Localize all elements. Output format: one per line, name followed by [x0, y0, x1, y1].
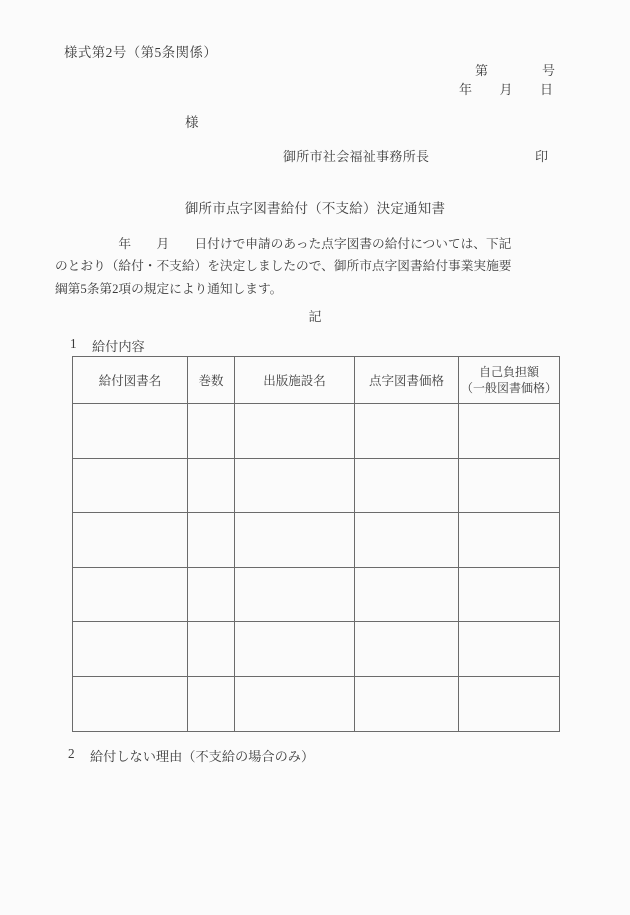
table-cell-empty — [355, 458, 459, 513]
date-month-label: 月 — [499, 82, 513, 97]
table-cell-empty — [355, 567, 459, 622]
addressee-honorific: 様 — [185, 115, 199, 130]
body-line-1: 年 月 日付けで申請のあった点字図書の給付については、下記 — [55, 237, 512, 251]
benefit-details-table — [72, 356, 560, 732]
document-title: 御所市点字図書給付（不支給）決定通知書 — [184, 201, 446, 216]
table-cell-empty — [459, 404, 560, 459]
table-cell-empty — [235, 622, 355, 677]
header-publisher-name: 出版施設名 — [235, 357, 355, 404]
form-number-label: 様式第2号（第5条関係） — [64, 45, 218, 60]
table-cell-empty — [235, 676, 355, 731]
document-number-line — [475, 60, 555, 79]
table-cell-empty — [355, 404, 459, 459]
table-cell-empty — [235, 513, 355, 568]
table-cell-empty — [73, 567, 188, 622]
date-day-label: 日 — [539, 82, 553, 97]
header-self-pay-line-2: （一般図書価格） — [460, 381, 557, 395]
table-row — [73, 458, 560, 513]
section-2-label: 給付しない理由（不支給の場合のみ） — [90, 749, 315, 764]
table-cell-empty — [188, 404, 235, 459]
table-cell-empty — [188, 622, 235, 677]
table-header-row — [73, 357, 560, 404]
table-cell-empty — [355, 622, 459, 677]
doc-number-prefix: 第 — [475, 63, 489, 78]
table-row — [73, 567, 560, 622]
header-book-name: 給付図書名 — [73, 357, 188, 404]
table-cell-empty — [73, 676, 188, 731]
section-1-label: 給付内容 — [92, 339, 145, 354]
table-cell-empty — [235, 567, 355, 622]
table-cell-empty — [235, 458, 355, 513]
doc-number-suffix: 号 — [541, 63, 555, 78]
section-1-heading — [70, 336, 145, 355]
table-cell-empty — [73, 622, 188, 677]
issuer-line — [0, 146, 630, 162]
seal-mark: 印 — [535, 149, 549, 164]
table-cell-empty — [235, 404, 355, 459]
table-cell-empty — [73, 513, 188, 568]
table-cell-empty — [355, 513, 459, 568]
table-cell-empty — [459, 676, 560, 731]
section-2-number: 2 — [68, 746, 75, 761]
header-self-pay-amount — [459, 357, 560, 404]
body-line-2: のとおり（給付・不支給）を決定しましたので、御所市点字図書給付事業実施要 — [55, 259, 512, 274]
record-marker: 記 — [308, 309, 322, 324]
table-cell-empty — [188, 567, 235, 622]
table-cell-empty — [355, 676, 459, 731]
table-cell-empty — [459, 513, 560, 568]
table-cell-empty — [188, 458, 235, 513]
table-row — [73, 622, 560, 677]
table-cell-empty — [73, 458, 188, 513]
body-paragraph — [55, 233, 529, 300]
issuer-name: 御所市社会福祉事務所長 — [283, 149, 430, 164]
table-row — [73, 513, 560, 568]
section-1-number: 1 — [70, 336, 77, 351]
table-cell-empty — [188, 676, 235, 731]
body-line-3: 綱第5条第2項の規定により通知します。 — [55, 281, 283, 296]
header-self-pay-line-1: 自己負担額 — [478, 364, 539, 379]
table-cell-empty — [459, 567, 560, 622]
date-year-label: 年 — [459, 82, 473, 97]
table-row — [73, 676, 560, 731]
table-cell-empty — [459, 458, 560, 513]
section-2-heading — [68, 746, 314, 765]
table-cell-empty — [73, 404, 188, 459]
header-braille-book-price: 点字図書価格 — [355, 357, 459, 404]
table-cell-empty — [459, 622, 560, 677]
date-line — [459, 79, 553, 98]
header-volume-count: 巻数 — [188, 357, 235, 404]
table-cell-empty — [188, 513, 235, 568]
table-row — [73, 404, 560, 459]
